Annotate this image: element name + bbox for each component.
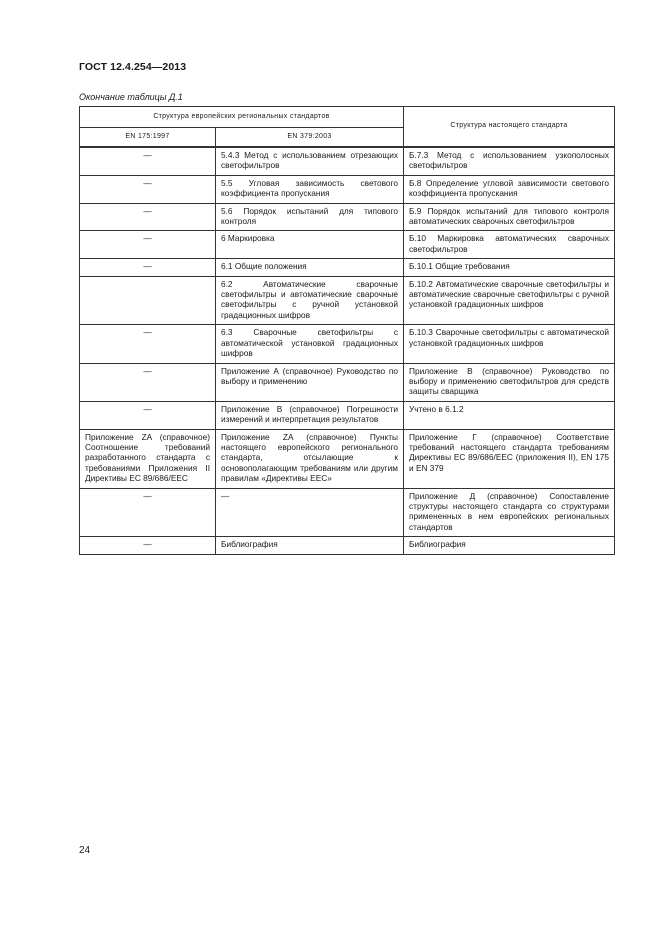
standard-cell: Библиография bbox=[404, 537, 615, 554]
en379-cell: Библиография bbox=[216, 537, 404, 554]
en175-header: EN 175:1997 bbox=[80, 128, 216, 148]
standard-cell: Приложение Г (справочное) Соответствие требований настоящего стандарта требованиям Директивы ЕС 89/686/ЕЕС (приложения II), EN 175 и EN 379 bbox=[404, 429, 615, 488]
standard-cell: Приложение Д (справочное) Сопоставление структуры настоящего стандарта со структурами примененных в нем европейских региональных стандартов bbox=[404, 488, 615, 537]
table-caption: Окончание таблицы Д.1 bbox=[79, 92, 183, 102]
table-row bbox=[80, 401, 615, 429]
en175-cell: — bbox=[80, 401, 216, 429]
table-row bbox=[80, 537, 615, 554]
en175-cell: — bbox=[80, 259, 216, 276]
en379-cell: 6.2 Автоматические сварочные светофильтры и автоматические сварочные светофильтры с ручной установкой градационных шифров bbox=[216, 276, 404, 325]
en175-cell: — bbox=[80, 147, 216, 175]
en175-cell: — bbox=[80, 363, 216, 401]
standard-cell: Б.9 Порядок испытаний для типового контроля автоматических сварочных светофильтров bbox=[404, 203, 615, 231]
table-row bbox=[80, 203, 615, 231]
page-number: 24 bbox=[79, 845, 91, 856]
en175-cell: Приложение ZA (справочное) Соотношение требований разработанного стандарта с требованиями Приложения II Директивы ЕС 89/686/ЕЕС bbox=[80, 429, 216, 488]
en175-cell: — bbox=[80, 325, 216, 363]
en175-cell bbox=[80, 276, 216, 325]
en379-cell: Приложение ZA (справочное) Пункты настоящего европейского регионального стандарта, отсылающие к основополагающим требованиям или другим правилам «Директивы ЕЕС» bbox=[216, 429, 404, 488]
en379-cell: 5.6 Порядок испытаний для типового контроля bbox=[216, 203, 404, 231]
en175-cell: — bbox=[80, 231, 216, 259]
table-row bbox=[80, 231, 615, 259]
table-row bbox=[80, 175, 615, 203]
en379-cell: — bbox=[216, 488, 404, 537]
en379-cell: 5.4.3 Метод с использованием отрезающих светофильтров bbox=[216, 147, 404, 175]
table-row bbox=[80, 259, 615, 276]
document-title: ГОСТ 12.4.254—2013 bbox=[79, 61, 187, 73]
comparison-table bbox=[79, 106, 615, 555]
this-standard-header: Структура настоящего стандарта bbox=[404, 107, 615, 148]
en379-cell: 6 Маркировка bbox=[216, 231, 404, 259]
table-header-row bbox=[80, 107, 615, 128]
en379-header: EN 379:2003 bbox=[216, 128, 404, 148]
european-standards-header: Структура европейских региональных стандартов bbox=[80, 107, 404, 128]
table-row bbox=[80, 363, 615, 401]
table-row bbox=[80, 325, 615, 363]
standard-cell: Б.10.1 Общие требования bbox=[404, 259, 615, 276]
en379-cell: 5.5 Угловая зависимость светового коэффициента пропускания bbox=[216, 175, 404, 203]
en379-cell: 6.1 Общие положения bbox=[216, 259, 404, 276]
table-row bbox=[80, 276, 615, 325]
en379-cell: Приложение В (справочное) Погрешности измерений и интерпретация результатов bbox=[216, 401, 404, 429]
en379-cell: 6.3 Сварочные светофильтры с автоматической установкой градационных шифров bbox=[216, 325, 404, 363]
standard-cell: Б.10 Маркировка автоматических сварочных светофильтров bbox=[404, 231, 615, 259]
standard-cell: Б.8 Определение угловой зависимости светового коэффициента пропускания bbox=[404, 175, 615, 203]
standard-cell: Учтено в 6.1.2 bbox=[404, 401, 615, 429]
table-row bbox=[80, 488, 615, 537]
en175-cell: — bbox=[80, 537, 216, 554]
en175-cell: — bbox=[80, 488, 216, 537]
standard-cell: Б.7.3 Метод с использованием узкополосных светофильтров bbox=[404, 147, 615, 175]
standard-cell: Приложение В (справочное) Руководство по выбору и применению светофильтров для средств защиты сварщика bbox=[404, 363, 615, 401]
table-row bbox=[80, 147, 615, 175]
standard-cell: Б.10.3 Сварочные светофильтры с автоматической установкой градационных шифров bbox=[404, 325, 615, 363]
table-row bbox=[80, 429, 615, 488]
en379-cell: Приложение А (справочное) Руководство по выбору и применению bbox=[216, 363, 404, 401]
en175-cell: — bbox=[80, 175, 216, 203]
standard-cell: Б.10.2 Автоматические сварочные светофильтры и автоматические сварочные светофильтры с ручной установкой градационных шифров bbox=[404, 276, 615, 325]
en175-cell: — bbox=[80, 203, 216, 231]
